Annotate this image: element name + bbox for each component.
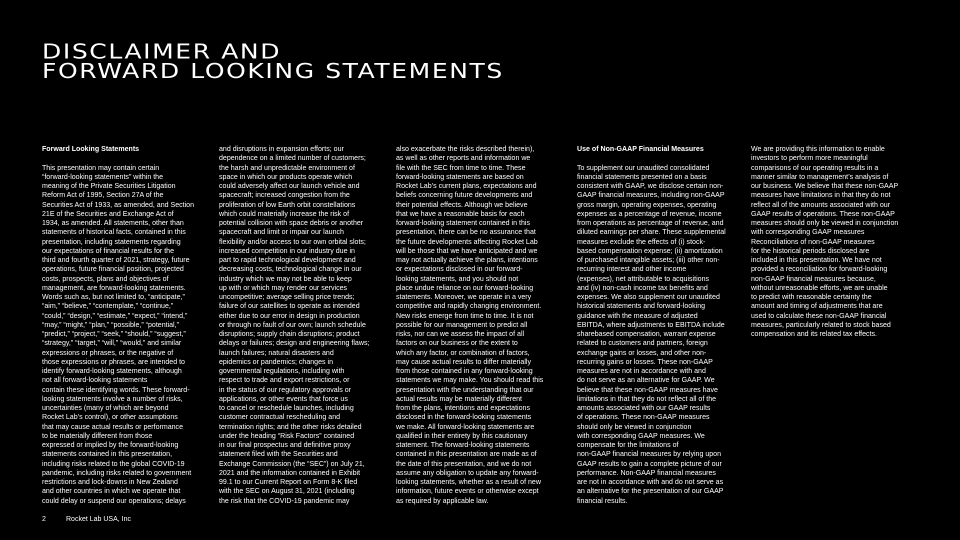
slide-title-line-2: FORWARD LOOKING STATEMENTS (42, 59, 504, 83)
non-gaap-column-1 (577, 145, 763, 506)
forward-looking-column-3 (396, 145, 582, 506)
forward-looking-heading: Forward Looking Statements (42, 146, 140, 153)
company-name: Rocket Lab USA, Inc (66, 516, 131, 523)
non-gaap-heading: Use of Non-GAAP Financial Measures (577, 146, 704, 153)
slide-title-line-1: DISCLAIMER AND (42, 39, 282, 64)
non-gaap-column-2 (751, 145, 937, 339)
forward-looking-text-1: This presentation may contain certain “forward-looking statements” within the meaning of the Private Securities Litigation Reform Act of 1995, Section 27A of the Securities Act of 1933, as amended, and Section 21E of the Securities and Exchange Act of 1934, as amended. All statements, other than statements of historical facts, contained in this presentation, including statements regarding our expectations of financial results for the third and fourth quarter of 2021, strategy, future operations, future financial position, projected costs, prospects, plans and objectives of management, are forward-looking statements. Words such as, but not limited to, “anticipate,” “aim,” “believe,” “contemplate,” “continue,” “could,” “design,” “estimate,” “expect,” “intend,” “may,” “might,” “plan,” “possible,” “potential,” “predict,” “project,” “seek,” “should,” “suggest,” “strategy,” “target,” “will,” “would,” and similar expressions or phrases, or the negative of those expressions or phrases, are intended to identify forward-looking statements, although not all forward-looking statements contain these identifying words. These forward- looking statements involve a number of risks, uncertainties (many of which are beyond Rocket Lab’s control), or other assumptions that may cause actual results or performance to be materially different from those expressed or implied by the forward-looking statements contained in this presentation, including risks related to the global COVID-19 pandemic, including risks related to government restrictions and lock-downs in New Zealand and other countries in which we operate that could delay or suspend our operations; delays (42, 164, 194, 505)
page-number: 2 (42, 516, 46, 523)
forward-looking-text-3: also exacerbate the risks described therein), as well as other reports and information we file with the SEC from time to time. These forward-looking statements are based on Rocket Lab’s current plans, expectations and beliefs concerning future developments and their potential effects. Although we believe that we have a reasonable basis for each forward-looking statement contained in this presentation, there can be no assurance that the future developments affecting Rocket Lab will be those that we have anticipated and we may not actually achieve the plans, intentions or expectations disclosed in our forward- looking statements, and you should not place undue reliance on our forward-looking statements. Moreover, we operate in a very competitive and rapidly changing environment. New risks emerge from time to time. It is not possible for our management to predict all risks, nor can we assess the impact of all factors on our business or the extent to which any factor, or combination of factors, may cause actual results to differ materially from those contained in any forward-looking statements we may make. You should read this presentation with the understanding that our actual results may be materially different from the plans, intentions and expectations disclosed in the forward-looking statements we make. All forward-looking statements are qualified in their entirety by this cautionary statement. The forward-looking statements contained in this presentation are made as of the date of this presentation, and we do not assume any obligation to update any forward- looking statements, whether as a result of new information, future events or otherwise except as required by applicable law. (396, 146, 544, 505)
non-gaap-text-1: To supplement our unaudited consolidated financial statements presented on a basis consistent with GAAP, we disclose certain non- GAAP financial measures, including non-GAAP gross margin, operating expenses, operating expenses as a percentage of revenue, income from operations as percentage of revenue, and diluted earnings per share. These supplemental measures exclude the effects of (i) stock- based compensation expense; (ii) amortization of purchased intangible assets; (iii) other non- recurring interest and other income (expenses), net attributable to acquisitions and (iv) non-cash income tax benefits and expenses. We also supplement our unaudited historical statements and forward-looking guidance with the measure of adjusted EBITDA, where adjustments to EBITDA include sharebased compensation, warrant expense related to customers and partners, foreign exchange gains or losses, and other non- recurring gains or losses. These non-GAAP measures are not in accordance with and do not serve as an alternative for GAAP. We believe that these non-GAAP measures have limitations in that they do not reflect all of the amounts associated with our GAAP results of operations. These non-GAAP measures should only be viewed in conjunction with corresponding GAAP measures. We compensate for the limitations of non-GAAP financial measures by relying upon GAAP results to gain a complete picture of our performance. Non-GAAP financial measures are not in accordance with and do not serve as an alternative for the presentation of our GAAP financial results. (577, 164, 726, 505)
slide-footer (42, 515, 131, 524)
forward-looking-text-2: and disruptions in expansion efforts; our dependence on a limited number of customers; the harsh and unpredictable environment of space in which our products operate which could adversely affect our launch vehicle and spacecraft; increased congestion from the proliferation of low Earth orbit constellations which could materially increase the risk of potential collision with space debris or another spacecraft and limit or impair our launch flexibility and/or access to our own orbital slots; increased competition in our industry due in part to rapid technological development and decreasing costs, technological change in our industry which we may not be able to keep up with or which may render our services uncompetitive; average selling price trends; failure of our satellites to operate as intended either due to our error in design in production or through no fault of our own; launch schedule disruptions; supply chain disruptions; product delays or failures; design and engineering flaws; launch failures; natural disasters and epidemics or pandemics; changes in governmental regulations, including with respect to trade and export restrictions, or in the status of our regulatory approvals or applications, or other events that force us to cancel or reschedule launches, including customer contractual rescheduling and termination rights; and the other risks detailed under the heading “Risk Factors” contained in our final prospectus and definitive proxy statement filed with the Securities and Exchange Commission (the “SEC”) on July 21, 2021 and the information contained in Exhibit 99.1 to our Current Report on Form 8-K filed with the SEC on August 31, 2021 (including the risk that the COVID-19 pandemic may (219, 146, 370, 505)
forward-looking-column-2 (219, 145, 405, 506)
forward-looking-column-1 (42, 145, 228, 506)
slide-title (42, 39, 504, 83)
non-gaap-text-2: We are providing this information to enable investors to perform more meaningful comparisons of our operating results in a manner similar to management’s analysis of our business. We believe that these non-GAAP measures have limitations in that they do not reflect all of the amounts associated with our GAAP results of operations. These non-GAAP measures should only be viewed in conjunction with corresponding GAAP measures Reconciliations of non-GAAP measures for the historical periods disclosed are included in this presentation. We have not provided a reconciliation for forward-looking non-GAAP financial measures because, without unreasonable efforts, we are unable to predict with reasonable certainty the amount and timing of adjustments that are used to calculate these non-GAAP financial measures, particularly related to stock based compensation and its related tax effects. (751, 146, 899, 338)
